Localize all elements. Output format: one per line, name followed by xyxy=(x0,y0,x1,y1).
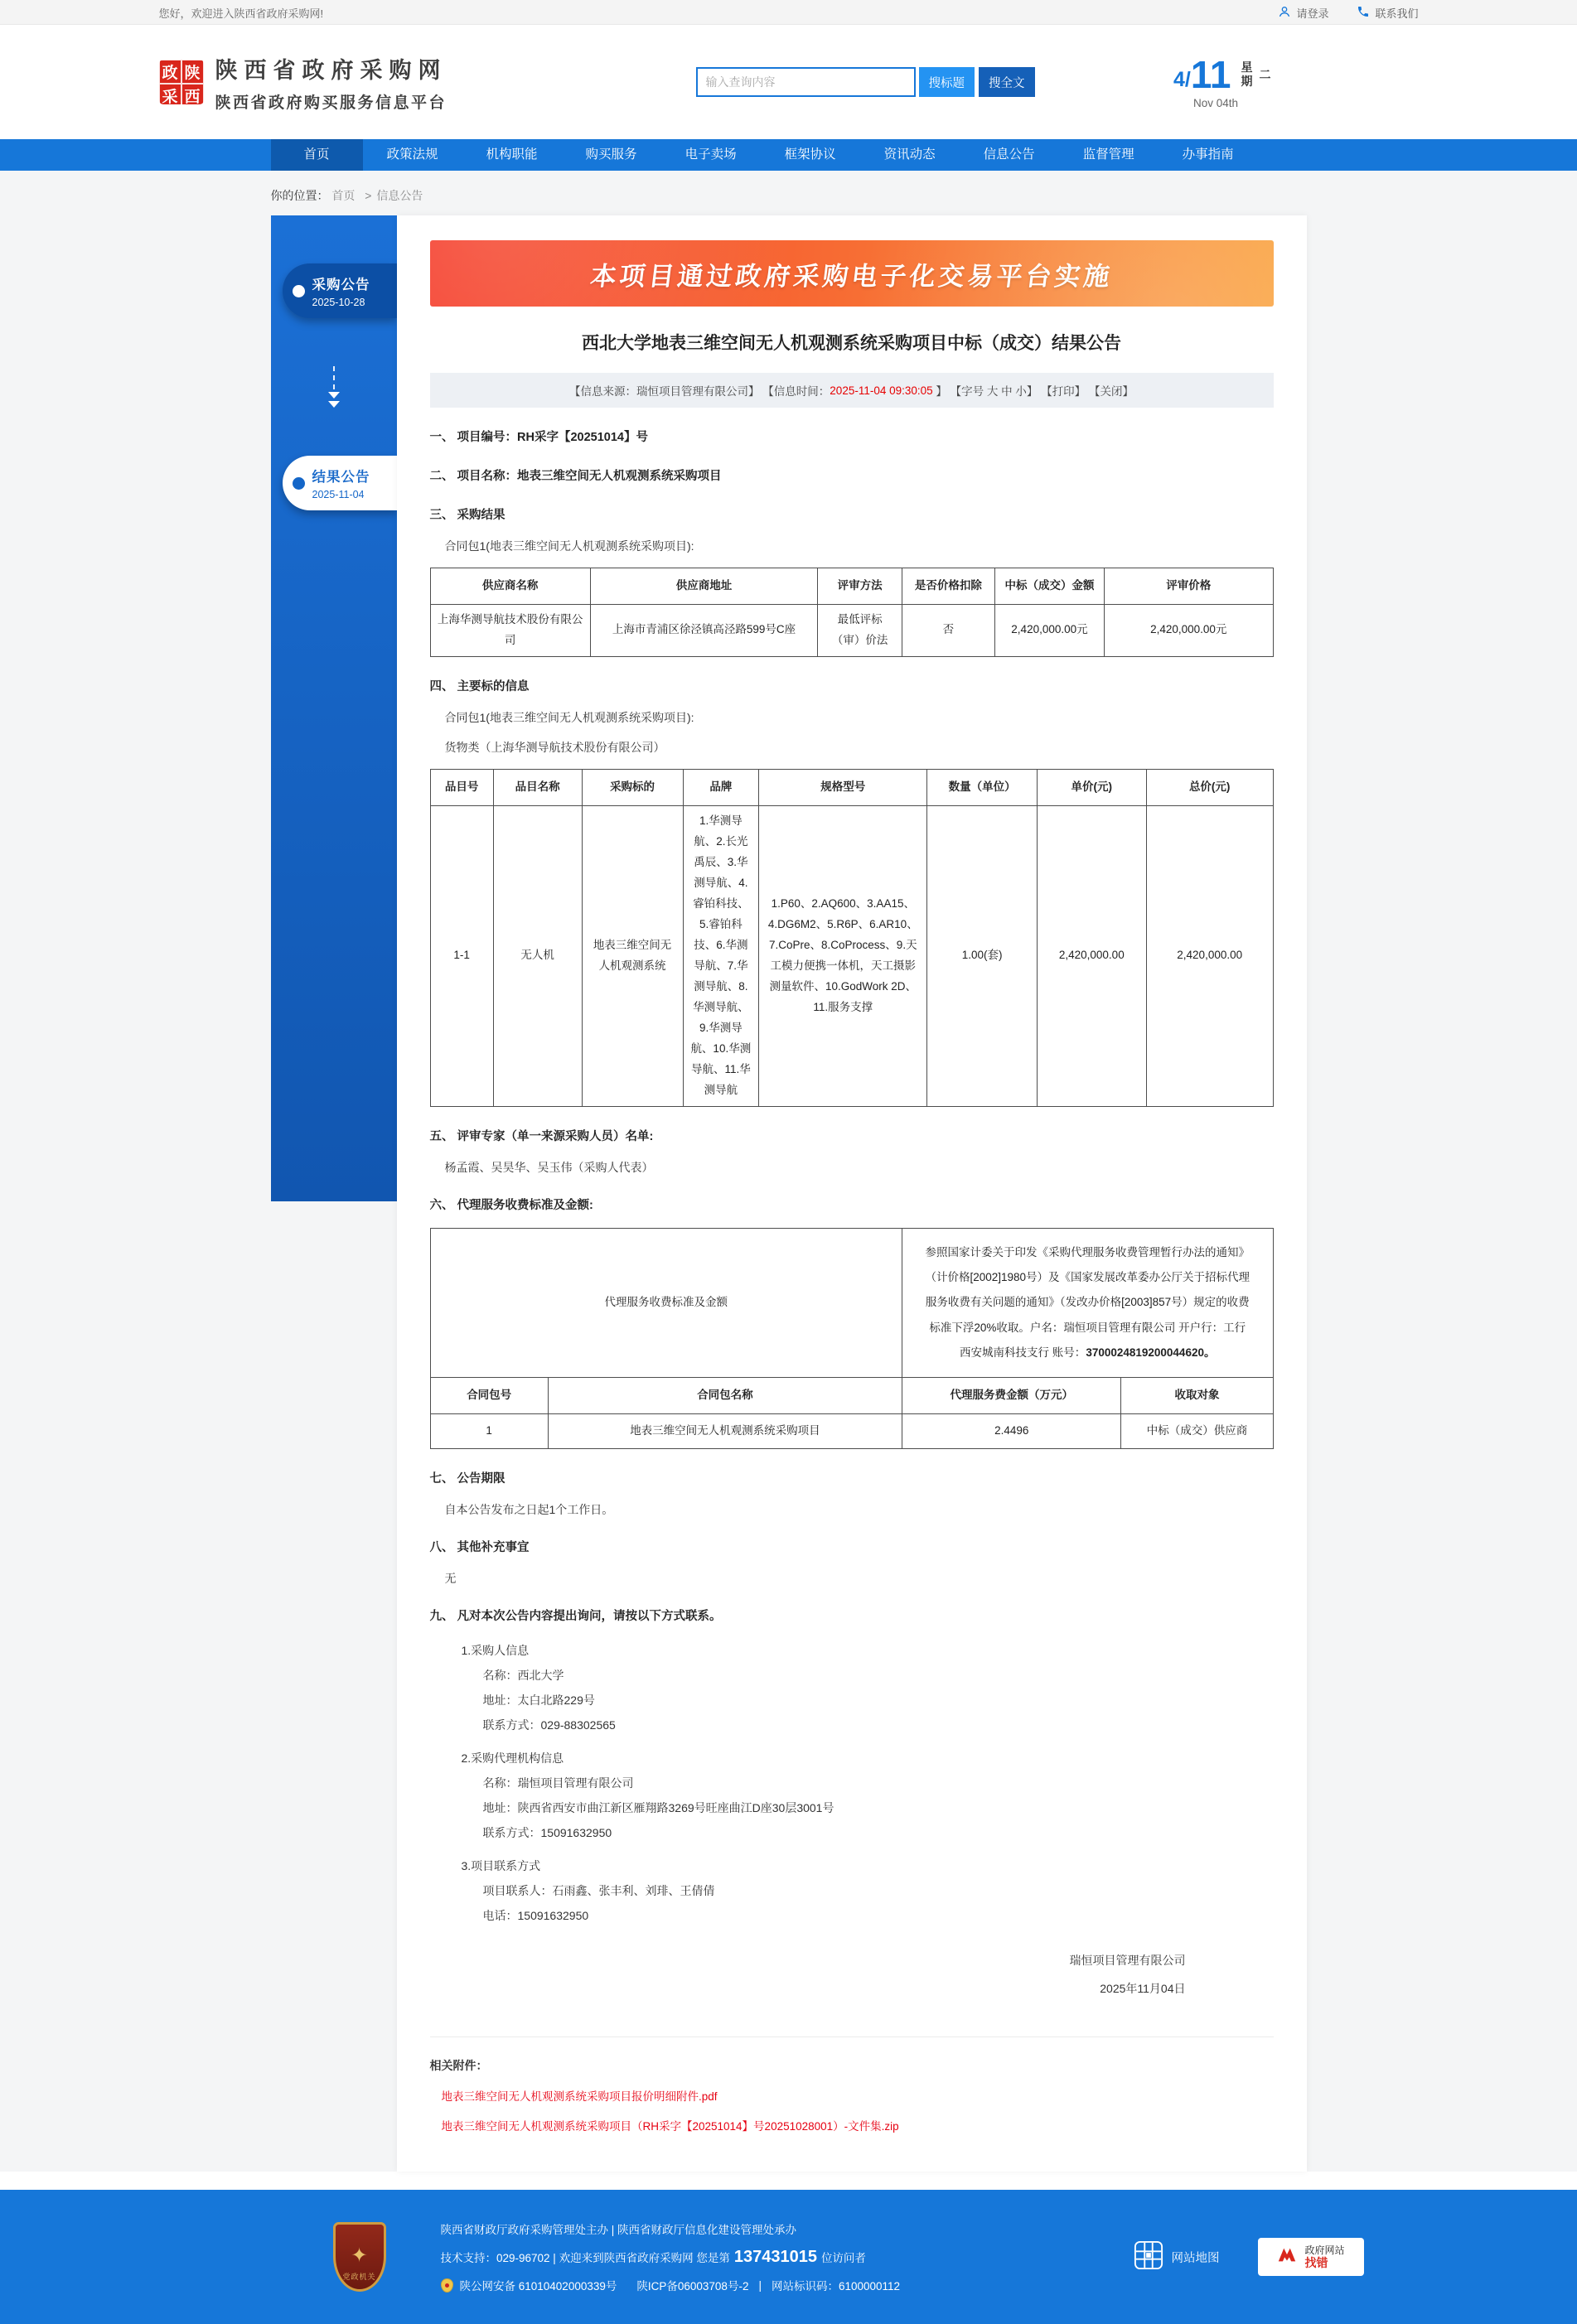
site-logo-seal xyxy=(159,60,204,104)
print-button[interactable]: 【打印】 xyxy=(1041,385,1089,398)
badge-emblem-icon: ✦ xyxy=(351,2244,368,2268)
result-header-supplier: 供应商名称 xyxy=(430,568,590,605)
subject-header-subject: 采购标的 xyxy=(582,769,683,805)
section-3-package: 合同包1(地表三维空间无人机观测系统采购项目): xyxy=(444,539,694,553)
section-8-body: 无 xyxy=(444,1572,457,1586)
result-header-deduction: 是否价格扣除 xyxy=(902,568,995,605)
logo-char: 采 xyxy=(159,84,181,108)
footer-organizer-line: 陕西省财政厅政府采购管理处主办 | 陕西省财政厅信息化建设管理处承办 xyxy=(440,2224,797,2237)
sitemap-icon xyxy=(1134,2240,1163,2273)
nav-item-news[interactable]: 资讯动态 xyxy=(883,147,936,162)
nav-item-emall[interactable]: 电子卖场 xyxy=(684,147,737,162)
table-row xyxy=(430,805,1273,1106)
date-weekday: 星期 xyxy=(1241,60,1253,88)
date-month: 4/ xyxy=(1173,67,1191,91)
nav-item-purchase-service[interactable]: 购买服务 xyxy=(585,147,637,162)
beian-link[interactable]: 陕公网安备 61010402000339号 xyxy=(459,2280,617,2293)
date-widget xyxy=(1173,52,1271,109)
section-7-body: 自本公告发布之日起1个工作日。 xyxy=(444,1503,614,1517)
timeline-dot-icon xyxy=(293,477,305,490)
article-title: 西北大学地表三维空间无人机观测系统采购项目中标（成交）结果公告 xyxy=(582,334,1121,353)
footer-support-prefix: 技术支持：029-96702 | 欢迎来到陕西省政府采购网 您是第 xyxy=(440,2252,730,2265)
nav-item-functions[interactable]: 机构职能 xyxy=(486,147,538,162)
login-label: 请登录 xyxy=(1296,7,1329,20)
article-card xyxy=(397,215,1307,2172)
user-icon xyxy=(1278,5,1291,21)
subject-header-model: 规格型号 xyxy=(759,769,927,805)
subject-cell-item-name: 无人机 xyxy=(493,805,582,1106)
badge-label: 党政机关 xyxy=(342,2273,376,2282)
subject-table xyxy=(430,769,1274,1107)
meta-source: 【信息来源：瑞恒项目管理有限公司】 xyxy=(569,385,763,398)
section-3-heading: 三、 采购结果 xyxy=(429,509,506,522)
pdf-attachment-link[interactable]: 地表三维空间无人机观测系统采购项目报价明细附件.pdf xyxy=(441,2090,718,2104)
visitor-count: 137431015 xyxy=(733,2247,817,2266)
signature-org: 瑞恒项目管理有限公司 xyxy=(1069,1954,1186,1968)
icp-link[interactable]: 陕ICP备06003708号-2 xyxy=(636,2280,749,2293)
date-day: 11 xyxy=(1190,52,1231,96)
contact-line: 联系方式：15091632950 xyxy=(482,1826,612,1840)
date-weekday-num: 二 xyxy=(1259,67,1271,81)
section-7-heading: 七、 公告期限 xyxy=(429,1472,506,1486)
fee-standard-label: 代理服务收费标准及金额 xyxy=(430,1228,902,1378)
contact-line: 名称：西北大学 xyxy=(482,1669,564,1683)
contact-group-buyer: 1.采购人信息 xyxy=(461,1644,530,1658)
breadcrumb-separator: > xyxy=(365,189,372,202)
result-cell-deduction: 否 xyxy=(902,605,995,657)
zip-attachment-link[interactable]: 地表三维空间无人机观测系统采购项目（RH采字【20251014】号20251028001）-文件集.zip xyxy=(441,2120,899,2133)
section-5-experts: 杨孟霞、吴昊华、吴玉伟（采购人代表） xyxy=(444,1160,654,1174)
sidebar-item-date: 2025-10-28 xyxy=(312,297,365,308)
contact-label: 联系我们 xyxy=(1375,7,1419,20)
result-header-amount: 中标（成交）金额 xyxy=(994,568,1104,605)
subject-cell-item-no: 1-1 xyxy=(430,805,493,1106)
close-button[interactable]: 【关闭】 xyxy=(1088,385,1134,398)
welcome-text: 您好，欢迎进入陕西省政府采购网! xyxy=(158,7,324,20)
logo-char: 政 xyxy=(159,60,181,84)
subject-header-item-name: 品目名称 xyxy=(493,769,582,805)
site-subtitle: 陕西省政府购买服务信息平台 xyxy=(215,94,447,112)
result-header-address: 供应商地址 xyxy=(590,568,818,605)
sitemap-label: 网站地图 xyxy=(1171,2251,1220,2265)
announcement-timeline-sidebar xyxy=(271,215,397,1201)
subject-cell-subject: 地表三维空间无人机观测系统 xyxy=(582,805,683,1106)
main-nav xyxy=(0,139,1577,171)
contact-group-project: 3.项目联系方式 xyxy=(461,1859,541,1873)
meta-time-value: 2025-11-04 09:30:05 xyxy=(830,384,933,397)
subject-header-brand: 品牌 xyxy=(683,769,759,805)
find-error-line1: 政府网站 xyxy=(1304,2244,1345,2257)
section-6-heading: 六、 代理服务收费标准及金额: xyxy=(429,1198,593,1212)
fee-cell-amount: 2.4496 xyxy=(902,1414,1121,1449)
topbar xyxy=(0,0,1577,25)
breadcrumb-current-link[interactable]: 信息公告 xyxy=(376,189,423,202)
result-cell-address: 上海市青浦区徐泾镇高泾路599号C座 xyxy=(590,605,818,657)
footer-beian-line xyxy=(441,2271,901,2299)
signature-date: 2025年11月04日 xyxy=(1100,1982,1186,1996)
fee-cell-payer: 中标（成交）供应商 xyxy=(1121,1414,1273,1449)
subject-header-total-price: 总价(元) xyxy=(1146,769,1273,805)
login-link[interactable] xyxy=(1278,5,1328,21)
subject-cell-unit-price: 2,420,000.00 xyxy=(1037,805,1146,1106)
section-5-heading: 五、 评审专家（单一来源采购人员）名单: xyxy=(429,1129,654,1143)
section-4-package: 合同包1(地表三维空间无人机观测系统采购项目): xyxy=(444,710,694,724)
table-row xyxy=(430,605,1273,657)
result-cell-supplier: 上海华测导航技术股份有限公司 xyxy=(430,605,590,657)
nav-item-policy[interactable]: 政策法规 xyxy=(386,147,438,162)
result-cell-amount: 2,420,000.00元 xyxy=(994,605,1104,657)
section-4-category: 货物类（上海华测导航技术股份有限公司） xyxy=(444,740,665,754)
footer-separator: | xyxy=(758,2278,762,2292)
contact-line: 地址：陕西省西安市曲江新区雁翔路3269号旺座曲江D座30层3001号 xyxy=(482,1801,834,1815)
contact-line: 电话：15091632950 xyxy=(482,1909,589,1923)
nav-item-announcements[interactable]: 信息公告 xyxy=(983,147,1035,162)
search-bar xyxy=(696,67,1035,97)
subject-cell-brand: 1.华测导航、2.长光禹辰、3.华测导航、4.睿铂科技、5.睿铂科技、6.华测导航、7.华测导航、8.华测导航、9.华测导航、10.华测导航、11.华测导航 xyxy=(683,805,759,1106)
sidebar-item-title: 结果公告 xyxy=(312,470,370,485)
logo-char: 西 xyxy=(181,84,204,108)
section-4-heading: 四、 主要标的信息 xyxy=(429,679,530,693)
breadcrumb-home-link[interactable]: 首页 xyxy=(331,189,356,202)
result-table xyxy=(430,568,1274,657)
platform-banner-text: 本项目通过政府采购电子化交易平台实施 xyxy=(588,261,1115,291)
meta-time-prefix: 【信息时间： xyxy=(762,385,830,398)
date-english: Nov 04th xyxy=(1193,96,1239,109)
main-area xyxy=(0,171,1577,2172)
fee-header-package-name: 合同包名称 xyxy=(548,1378,902,1414)
platform-banner xyxy=(430,240,1274,307)
find-error-logo-icon xyxy=(1276,2244,1298,2270)
fee-cell-package-no: 1 xyxy=(430,1414,548,1449)
fee-policy-text xyxy=(902,1228,1273,1378)
fee-header-amount: 代理服务费金额（万元） xyxy=(902,1378,1121,1414)
find-error-line2: 找错 xyxy=(1304,2256,1328,2270)
sidebar-item-result-notice[interactable] xyxy=(283,456,397,510)
result-cell-review-price: 2,420,000.00元 xyxy=(1105,605,1273,657)
sidebar-item-date: 2025-11-04 xyxy=(312,489,365,500)
find-error-badge[interactable] xyxy=(1258,2238,1364,2276)
nav-item-framework[interactable]: 框架协议 xyxy=(784,147,836,162)
sitemap-link[interactable] xyxy=(1134,2240,1220,2273)
subject-cell-quantity: 1.00(套) xyxy=(927,805,1037,1106)
agency-fee-table xyxy=(430,1228,1274,1450)
table-row xyxy=(430,1414,1273,1449)
account-number: 3700024819200044620。 xyxy=(1086,1346,1216,1359)
attachments-section xyxy=(430,2037,1274,2133)
nav-item-home[interactable]: 首页 xyxy=(271,139,363,171)
footer-support-suffix: 位访问者 xyxy=(820,2252,866,2265)
contact-group-agency: 2.采购代理机构信息 xyxy=(461,1751,564,1766)
timeline-dot-icon xyxy=(293,285,305,297)
sidebar-item-purchase-notice[interactable] xyxy=(283,263,397,318)
search-fulltext-button[interactable]: 搜全文 xyxy=(979,67,1035,97)
subject-header-item-no: 品目号 xyxy=(430,769,493,805)
breadcrumb xyxy=(271,171,1307,215)
nav-item-supervision[interactable]: 监督管理 xyxy=(1082,147,1134,162)
arrow-down-icon xyxy=(326,366,342,408)
logo-char: 陕 xyxy=(181,60,204,84)
nav-item-guide[interactable]: 办事指南 xyxy=(1182,147,1234,162)
search-title-button[interactable]: 搜标题 xyxy=(919,67,975,97)
font-size-control[interactable]: 【字号 大 中 小】 xyxy=(950,385,1042,398)
fee-policy-prefix: 参照国家计委关于印发《采购代理服务收费管理暂行办法的通知》（计价格[2002]1980号）及《国家发展改革委办公厅关于招标代理服务收费有关问题的通知》（发改办价格[2003]857号）规定的收费标准下浮20%收取。户名：瑞恒项目管理有限公司 开户行：工行西安城南科技支行 账号： xyxy=(925,1245,1250,1359)
header xyxy=(0,25,1577,139)
subject-cell-model: 1.P60、2.AQ600、3.AA15、4.DG6M2、5.R6P、6.AR10、7.CoPre、8.CoProcess、9.天工模力便携一体机，天工摄影测量软件、10.GodWork 2D、11.服务支撑 xyxy=(759,805,927,1106)
footer xyxy=(0,2190,1577,2324)
result-header-review-price: 评审价格 xyxy=(1105,568,1273,605)
subject-header-quantity: 数量（单位） xyxy=(927,769,1037,805)
subject-cell-total-price: 2,420,000.00 xyxy=(1146,805,1273,1106)
site-code: 网站标识码：6100000112 xyxy=(771,2280,901,2293)
sidebar-item-title: 采购公告 xyxy=(312,278,370,292)
search-input[interactable] xyxy=(696,67,916,97)
section-8-heading: 八、 其他补充事宜 xyxy=(429,1541,530,1555)
contact-line: 项目联系人：石雨鑫、张丰利、刘琲、王倩倩 xyxy=(482,1884,715,1898)
fee-header-package-no: 合同包号 xyxy=(430,1378,548,1414)
footer-support-line xyxy=(441,2243,901,2271)
result-header-method: 评审方法 xyxy=(818,568,902,605)
police-badge-icon xyxy=(441,2278,453,2293)
party-government-badge-icon xyxy=(333,2222,386,2292)
article-meta-bar xyxy=(430,373,1274,408)
contact-line: 名称：瑞恒项目管理有限公司 xyxy=(482,1776,634,1790)
fee-header-payer: 收取对象 xyxy=(1121,1378,1273,1414)
section-2-heading: 二、 项目名称：地表三维空间无人机观测系统采购项目 xyxy=(429,470,722,483)
contact-line: 联系方式：029-88302565 xyxy=(482,1718,616,1732)
breadcrumb-label: 你的位置： xyxy=(270,189,329,202)
subject-header-unit-price: 单价(元) xyxy=(1037,769,1146,805)
contact-line: 地址：太白北路229号 xyxy=(482,1693,595,1708)
result-cell-method: 最低评标（审）价法 xyxy=(818,605,902,657)
site-title: 陕西省政府采购网 xyxy=(215,57,447,83)
attachments-label: 相关附件： xyxy=(429,2059,488,2073)
phone-icon xyxy=(1357,5,1370,21)
fee-cell-package-name: 地表三维空间无人机观测系统采购项目 xyxy=(548,1414,902,1449)
meta-time-suffix: 】 xyxy=(932,385,951,398)
signature-block xyxy=(430,1952,1274,1997)
contact-link[interactable] xyxy=(1357,5,1418,21)
section-1-heading: 一、 项目编号：RH采字【20251014】号 xyxy=(429,431,648,444)
section-9-heading: 九、 凡对本次公告内容提出询问，请按以下方式联系。 xyxy=(429,1610,722,1624)
